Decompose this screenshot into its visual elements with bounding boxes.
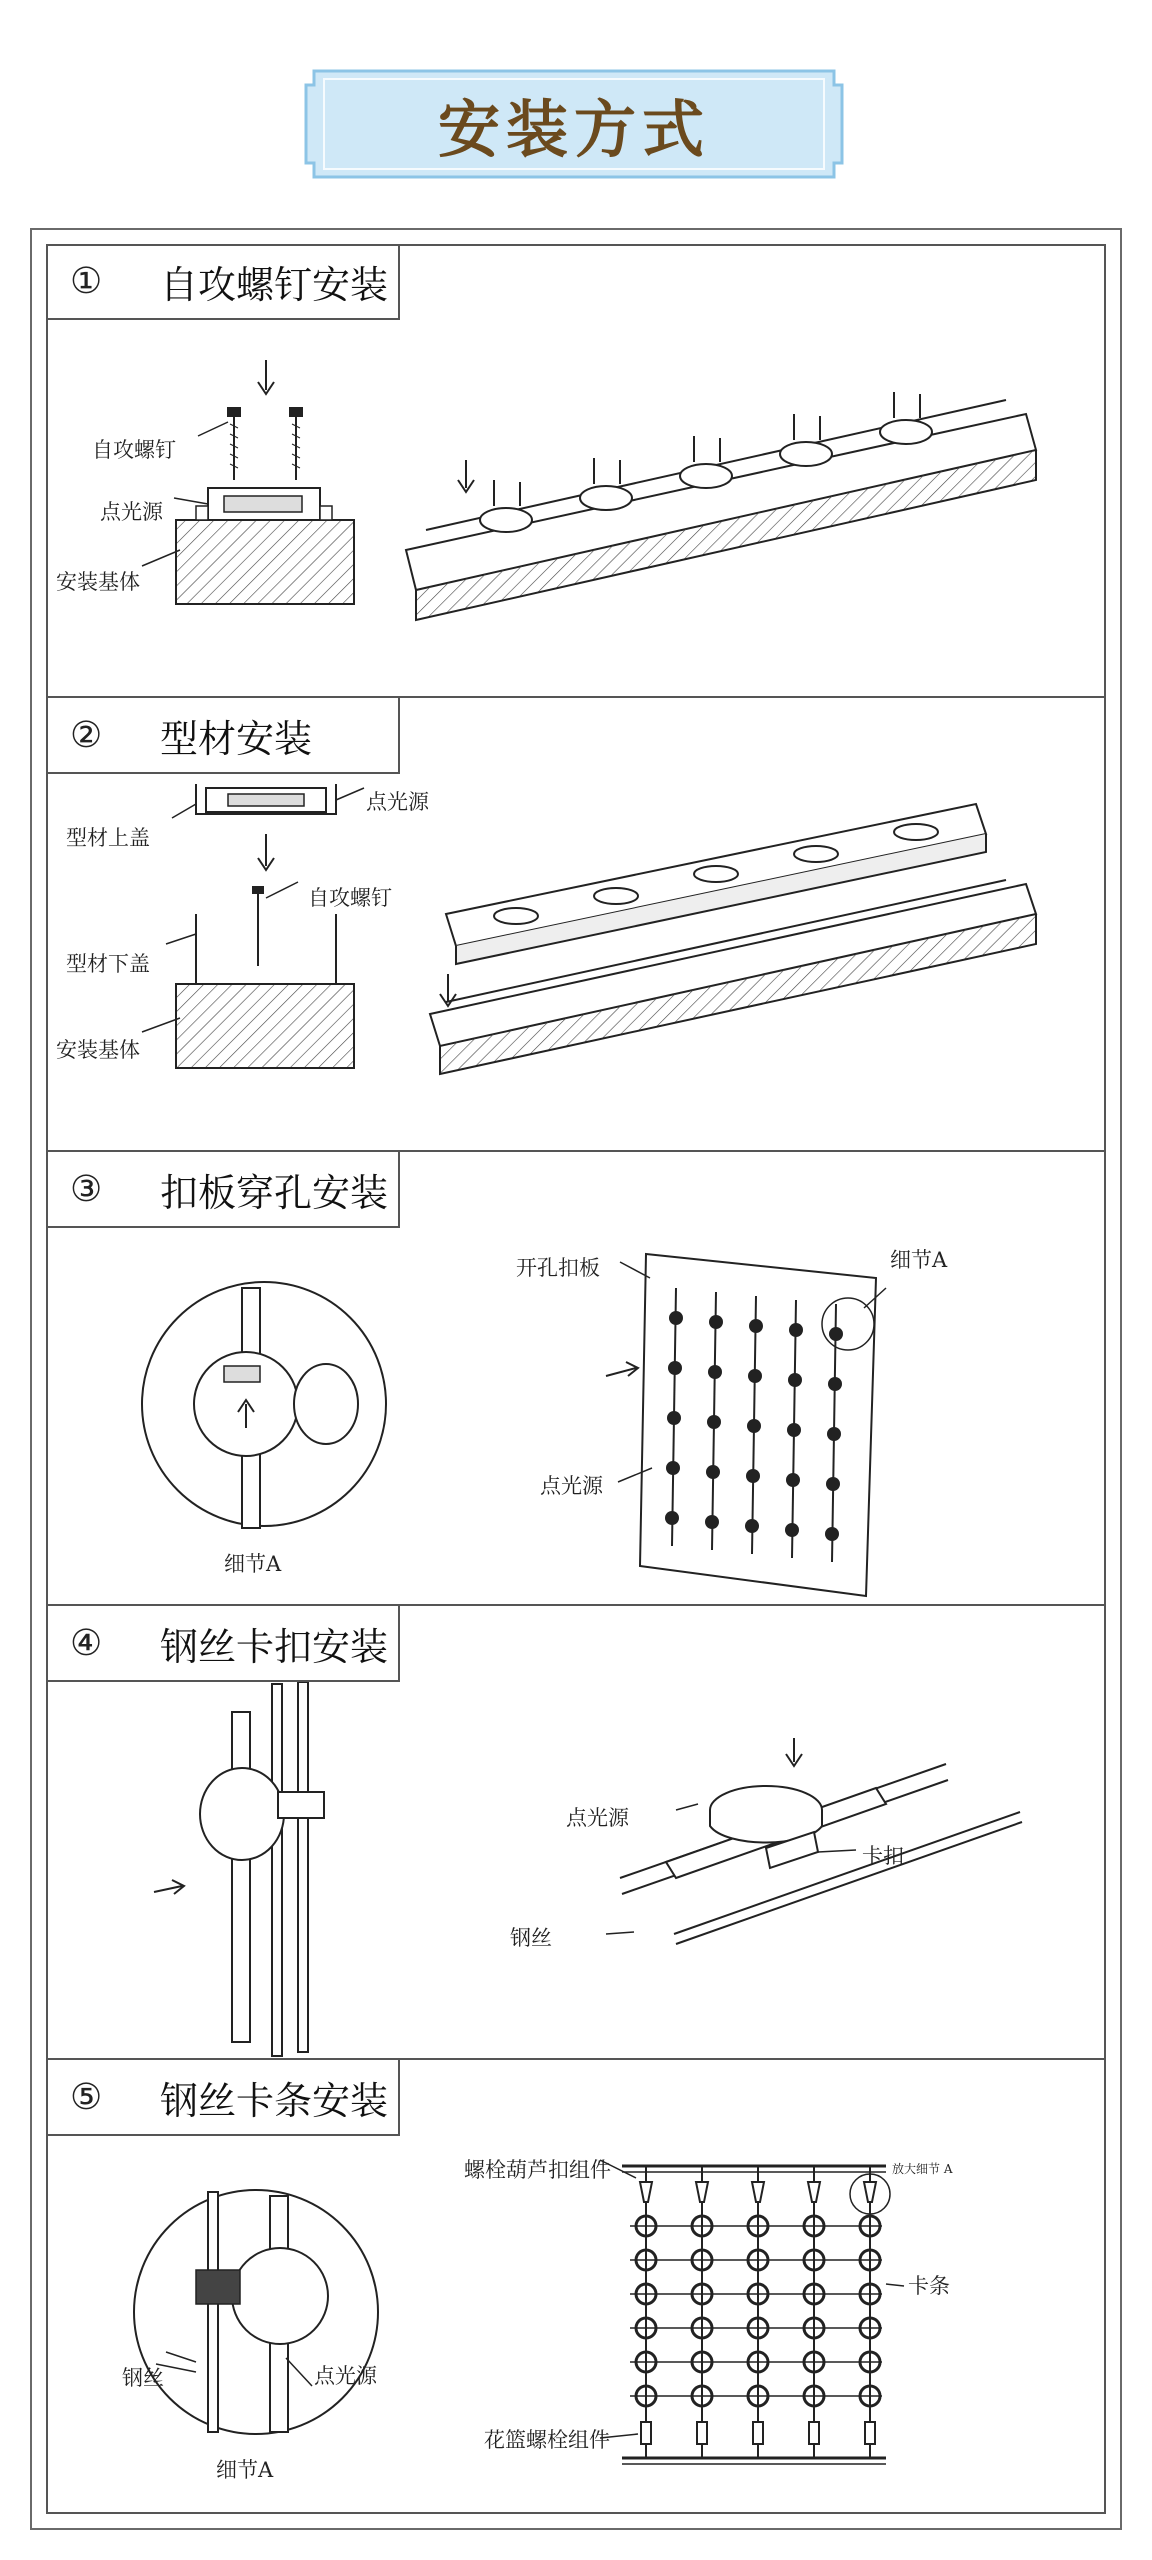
- section-title: 钢丝卡扣安装: [160, 1624, 389, 1669]
- section-number: ①: [70, 260, 103, 302]
- section-panel-hole-install: [46, 1152, 1106, 1606]
- wire-clip-diagram: [46, 1682, 1106, 2058]
- label-base: 安装基体: [56, 1038, 140, 1062]
- panel-hole-diagram: [46, 1228, 1106, 1604]
- label-bolt-bottom: 花篮螺栓组件: [484, 2428, 610, 2452]
- section-header: [46, 1152, 400, 1228]
- label-screw: 自攻螺钉: [92, 438, 176, 462]
- section-number: ⑤: [70, 2076, 103, 2118]
- label-light: 点光源: [566, 1806, 629, 1830]
- label-light: 点光源: [100, 500, 163, 524]
- section-wire-clip-install: [46, 1606, 1106, 2060]
- label-panel: 开孔扣板: [516, 1256, 600, 1280]
- section-header: [46, 244, 400, 320]
- section-title: 型材安装: [160, 716, 313, 761]
- label-upper-cover: 型材上盖: [66, 826, 150, 850]
- title-banner: [300, 65, 848, 183]
- section-title: 钢丝卡条安装: [160, 2078, 389, 2123]
- section-self-tapping-screw: [46, 244, 1106, 698]
- label-detail-caption: 细节A: [224, 1552, 282, 1576]
- label-screw: 自攻螺钉: [308, 886, 392, 910]
- label-light: 点光源: [366, 790, 429, 814]
- section-title: 自攻螺钉安装: [160, 262, 389, 307]
- page-title: 安装方式: [437, 92, 710, 166]
- label-light: 点光源: [314, 2364, 377, 2388]
- screw-install-diagram: [46, 320, 1106, 696]
- label-detail-ref: 细节A: [890, 1248, 948, 1272]
- section-header: [46, 1606, 400, 1682]
- section-profile-install: [46, 698, 1106, 1152]
- label-bolt-top: 螺栓葫芦扣组件: [464, 2158, 611, 2182]
- section-number: ②: [70, 714, 103, 756]
- label-base: 安装基体: [56, 570, 140, 594]
- label-detail-caption: 细节A: [216, 2458, 274, 2482]
- section-number: ③: [70, 1168, 103, 1210]
- section-header: [46, 2060, 400, 2136]
- label-lower-cover: 型材下盖: [66, 952, 150, 976]
- label-detail-ref: 放大细节 A: [892, 2162, 953, 2176]
- section-header: [46, 698, 400, 774]
- label-wire: 钢丝: [122, 2366, 164, 2390]
- profile-install-diagram: [46, 774, 1106, 1150]
- wire-strip-diagram: [46, 2136, 1106, 2512]
- label-strip: 卡条: [908, 2274, 950, 2298]
- label-light: 点光源: [540, 1474, 603, 1498]
- section-wire-strip-install: [46, 2060, 1106, 2514]
- section-title: 扣板穿孔安装: [160, 1170, 389, 1215]
- section-number: ④: [70, 1622, 103, 1664]
- label-clip: 卡扣: [862, 1844, 904, 1868]
- label-wire: 钢丝: [510, 1926, 552, 1950]
